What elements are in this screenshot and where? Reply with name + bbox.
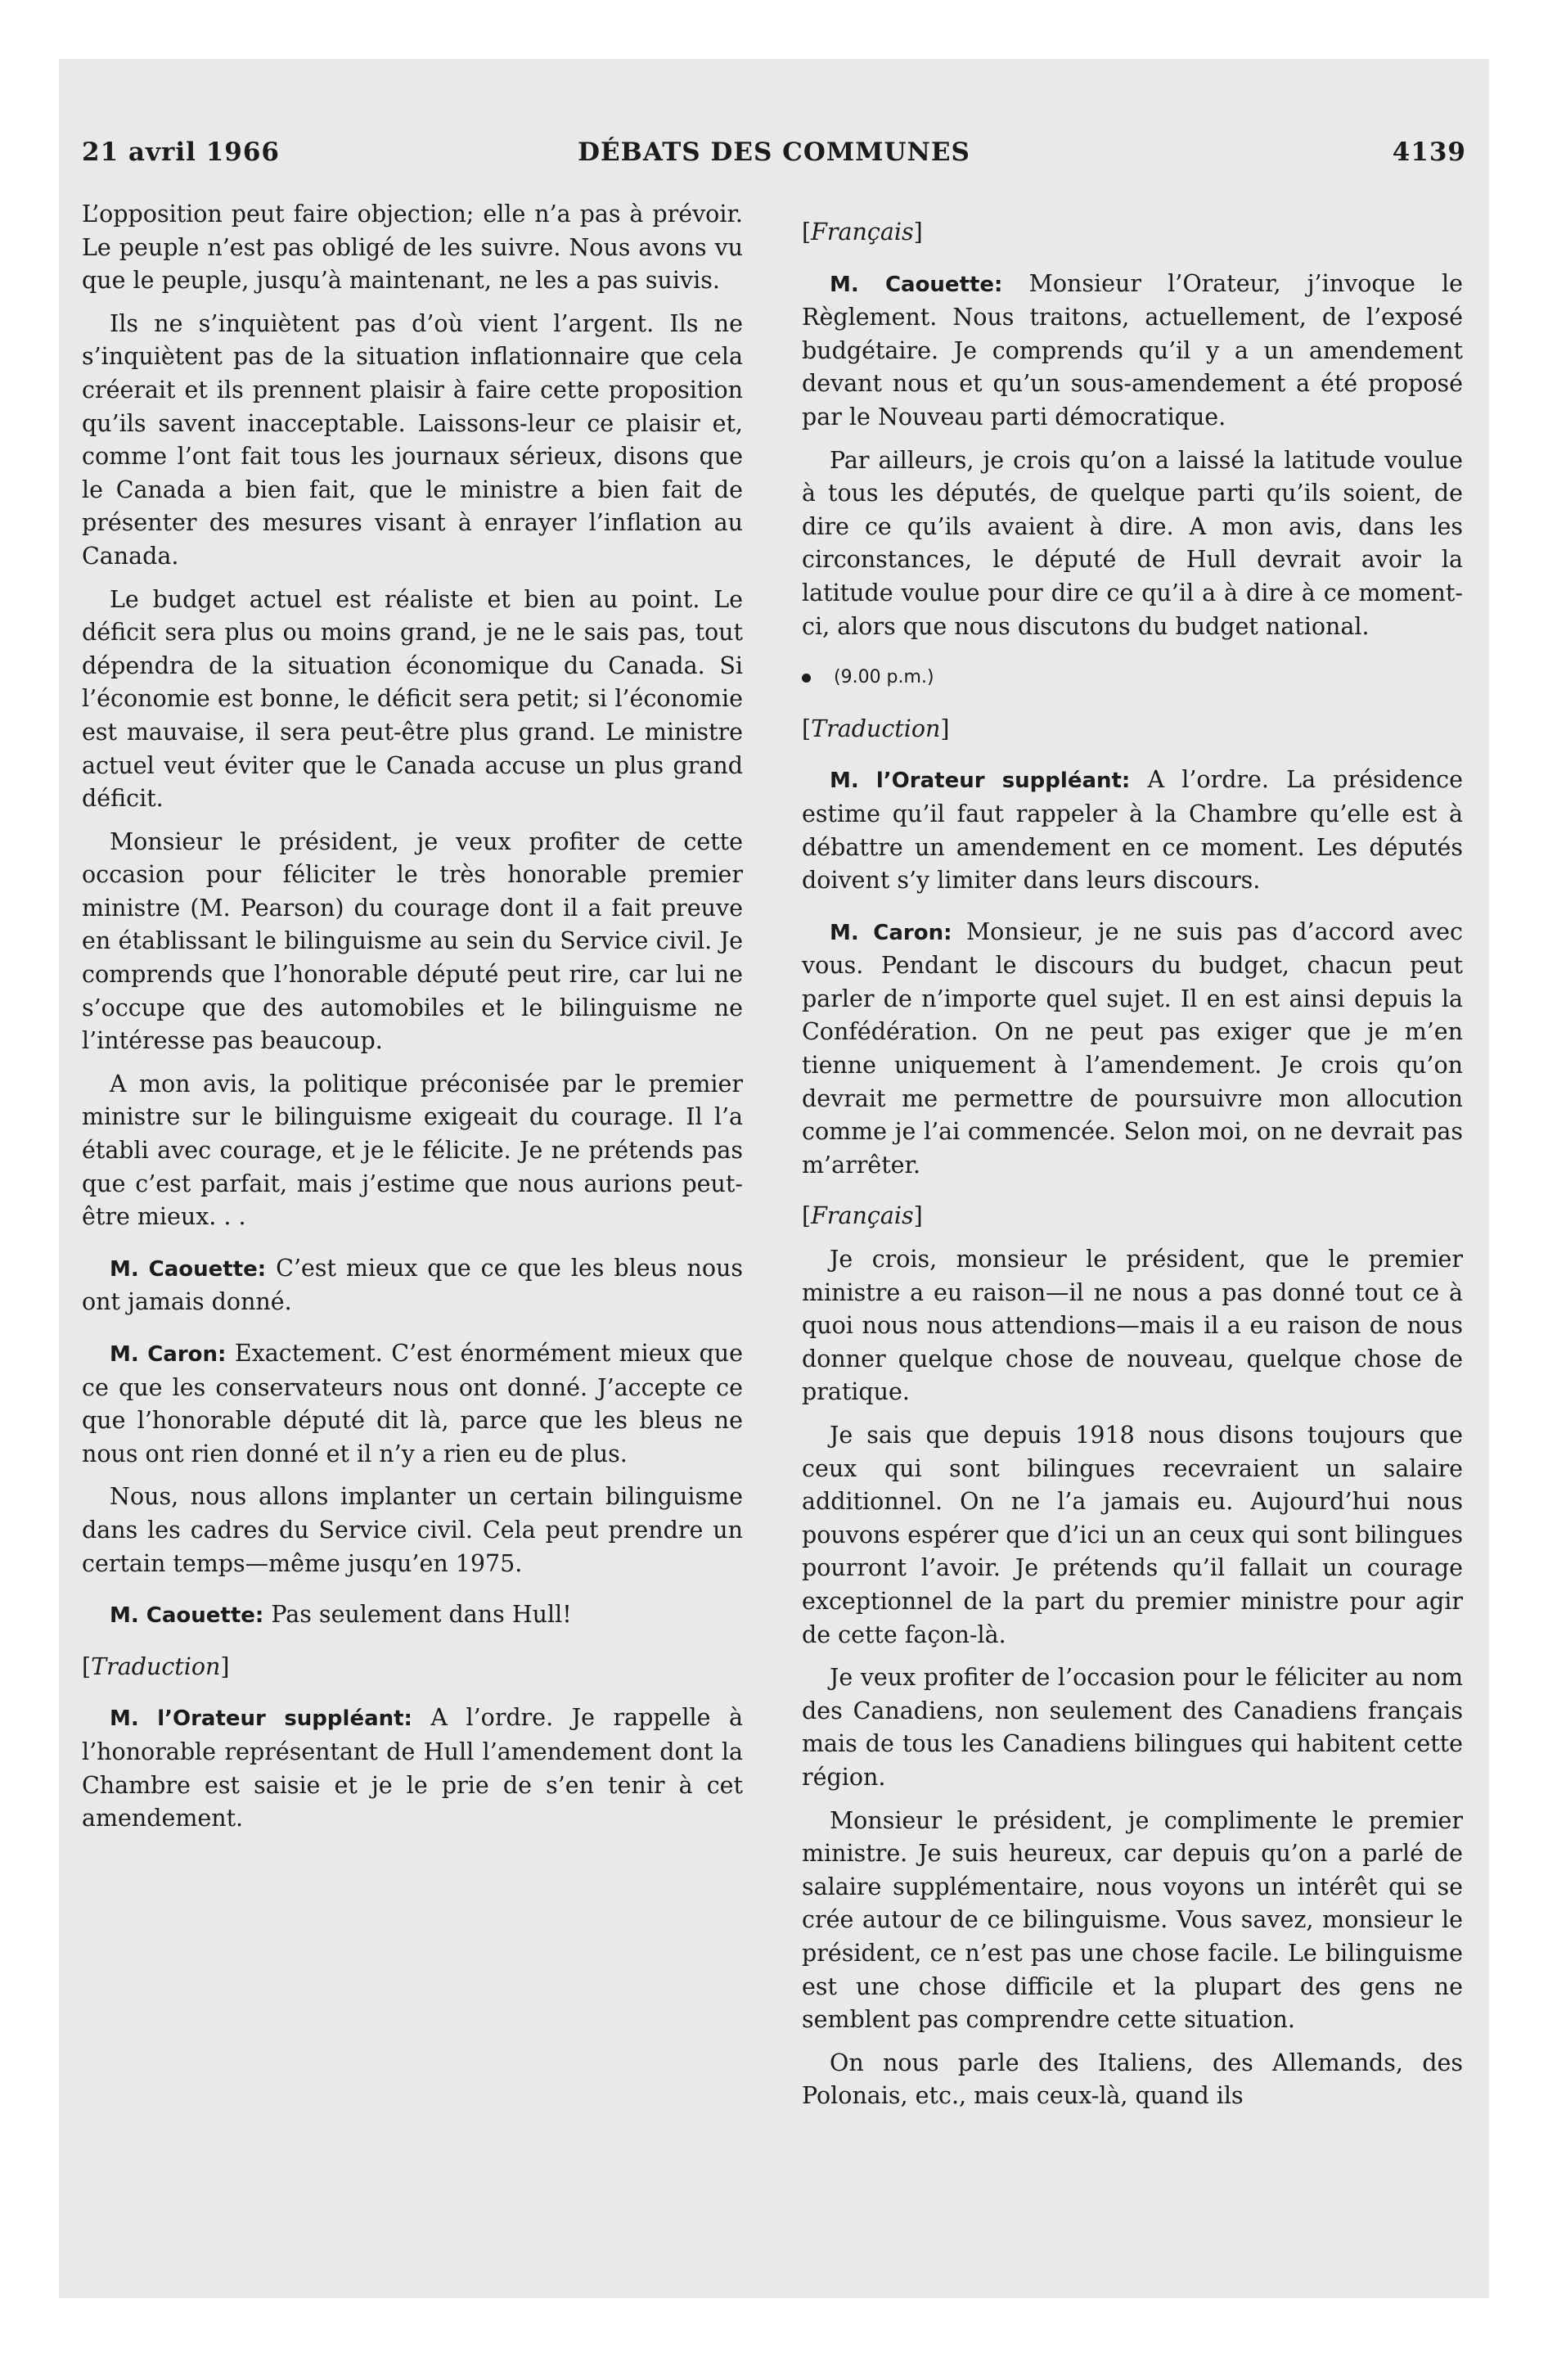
language-marker: [Traduction] [802,714,950,742]
paragraph: On nous parle des Italiens, des Allemands, des Polonais, etc., mais ceux-là, quand ils [802,2049,1463,2110]
speech-paragraph [802,764,1463,897]
speech-paragraph [82,1337,743,1471]
page-number: 4139 [1392,137,1466,167]
paragraph: Je veux profiter de l’occasion pour le féliciter au nom des Canadiens, non seulement des Canadiens français mais de tous les Canadiens bilingues qui habitent cette région. [802,1664,1463,1791]
paragraph: Monsieur le président, je complimente le premier ministre. Je suis heureux, car depuis qu’on a parlé de salaire supplémentaire, nous voyons un intérêt qui se crée autour de ce bilinguisme. Vous savez, monsieur le président, ce n’est pas une chose facile. Le bilinguisme est une chose difficile et la plupart des gens ne semblent pas comprendre cette situation. [802,1806,1463,2034]
speech-paragraph [82,1598,743,1633]
paragraph: A mon avis, la politique préconisée par le premier ministre sur le bilinguisme exigeait du courage. Il l’a établi avec courage, et je le félicite. Je ne prétends pas que c’est parfait, mais j’estime que nous aurions peut-être mieux. . . [82,1070,743,1231]
speaker-name: M. Caouette: [830,272,1003,297]
right-column [802,198,1463,2113]
paragraph: Le budget actuel est réaliste et bien au point. Le déficit sera plus ou moins grand, je ne le sais pas, tout dépendra de la situation économique du Canada. Si l’économie est bonne, le déficit sera petit; si l’économie est mauvaise, il sera peut-être plus grand. Le ministre actuel veut éviter que le Canada accuse un plus grand déficit. [82,585,743,813]
speech-paragraph [802,916,1463,1183]
paragraph: Nous, nous allons implanter un certain bilinguisme dans les cadres du Service civil. Cela peut prendre un certain temps—même jusqu’en 1975. [82,1483,743,1577]
speech-text: Pas seulement dans Hull! [263,1601,572,1629]
language-label: Français [811,219,914,246]
speech-text: A l’ordre. Je rappelle à l’honorable représentant de Hull l’amendement dont la Chambre est saisie et je le prie de s’en tenir à cet amendement. [82,1704,743,1832]
speaker-name: M. Caron: [110,1342,227,1367]
bullet-icon [802,674,811,683]
speech-text: Monsieur l’Orateur, j’invoque le Règlement. Nous traitons, actuellement, de l’exposé budgétaire. Je comprends qu’il y a un amendement devant nous et qu’un sous-amendement a été proposé par le Nouveau parti démocratique. [802,269,1463,430]
speaker-name: M. l’Orateur suppléant: [110,1706,412,1732]
paragraph: L’opposition peut faire objection; elle n’a pas à prévoir. Le peuple n’est pas obligé de les suivre. Nous avons vu que le peuple, jusqu’à maintenant, ne les a pas suivis. [82,201,743,295]
header-date: 21 avril 1966 [82,137,280,167]
language-label: Traduction [91,1652,221,1680]
language-marker: [Traduction] [82,1652,230,1680]
paragraph: Je sais que depuis 1918 nous disons toujours que ceux qui sont bilingues recevraient un salaire additionnel. On ne l’a jamais eu. Aujourd’hui nous pouvons espérer que d’ici un an ceux qui sont bilingues pourront l’avoir. Je prétends qu’il fallait un courage exceptionnel de la part du premier ministre pour agir de cette façon-là. [802,1422,1463,1648]
time-marker [802,661,1463,695]
left-column [82,198,743,1836]
speech-paragraph [82,1252,743,1319]
speaker-name: M. Caouette: [110,1256,267,1282]
language-label: Traduction [811,714,941,742]
speaker-name: M. l’Orateur suppléant: [830,769,1131,794]
speech-paragraph [82,1702,743,1835]
page-header [82,137,1466,174]
paragraph: Monsieur le président, je veux profiter de cette occasion pour féliciter le très honorable premier ministre (M. Pearson) du courage dont il a fait preuve en établissant le bilinguisme au sein du Service civil. Je comprends que l’honorable député peut rire, car lui ne s’occupe que des automobiles et le bilinguisme ne l’intéresse pas beaucoup. [82,827,743,1055]
speech-text: Monsieur, je ne suis pas d’accord avec vous. Pendant le discours du budget, chacun peut parler de n’importe quel sujet. Il en est ainsi depuis la Confédération. On ne peut pas exiger que je m’en tienne uniquement à l’amendement. Je crois qu’on devrait me permettre de poursuivre mon allocution comme je l’ai commencée. Selon moi, on ne devrait pas m’arrêter. [802,917,1463,1179]
language-label: Français [811,1202,914,1230]
paragraph: Ils ne s’inquiètent pas d’où vient l’argent. Ils ne s’inquiètent pas de la situation inflationnaire que cela créerait et ils prennent plaisir à faire cette proposition qu’ils savent inacceptable. Laissons-leur ce plaisir et, comme l’ont fait tous les journaux sérieux, disons que le Canada a bien fait, que le ministre a bien fait de présenter des mesures visant à enrayer l’inflation au Canada. [82,309,743,570]
speech-paragraph [802,268,1463,435]
speech-text: C’est mieux que ce que les bleus nous ont jamais donné. [82,1254,743,1316]
header-title: DÉBATS DES COMMUNES [578,137,970,167]
paragraph: Je crois, monsieur le président, que le premier ministre a eu raison—il ne nous a pas donné tout ce à quoi nous nous attendions—mais il a eu raison de nous donner quelque chose de nouveau, quelque chose de pratique. [802,1246,1463,1406]
speech-text: Exactement. C’est énormément mieux que ce que les conservateurs nous ont donné. J’accepte ce que l’honorable député dit là, parce que les bleus ne nous ont rien donné et il n’y a rien eu de plus. [82,1340,743,1467]
speaker-name: M. Caron: [830,920,952,945]
time-label: (9.00 p.m.) [834,667,934,688]
speech-text: A l’ordre. La présidence estime qu’il faut rappeler à la Chambre qu’elle est à débattre un amendement en ce moment. Les députés doivent s’y limiter dans leurs discours. [802,766,1463,895]
speaker-name: M. Caouette: [110,1603,264,1629]
paragraph: Par ailleurs, je crois qu’on a laissé la latitude voulue à tous les députés, de quelque parti qu’ils soient, de dire ce qu’ils avaient à dire. A mon avis, dans les circonstances, le député de Hull devrait avoir la latitude voulue pour dire ce qu’il a à dire à ce moment-ci, alors que nous discutons du budget national. [802,446,1463,640]
language-marker: [Français] [802,1202,923,1230]
language-marker: [Français] [802,219,923,246]
